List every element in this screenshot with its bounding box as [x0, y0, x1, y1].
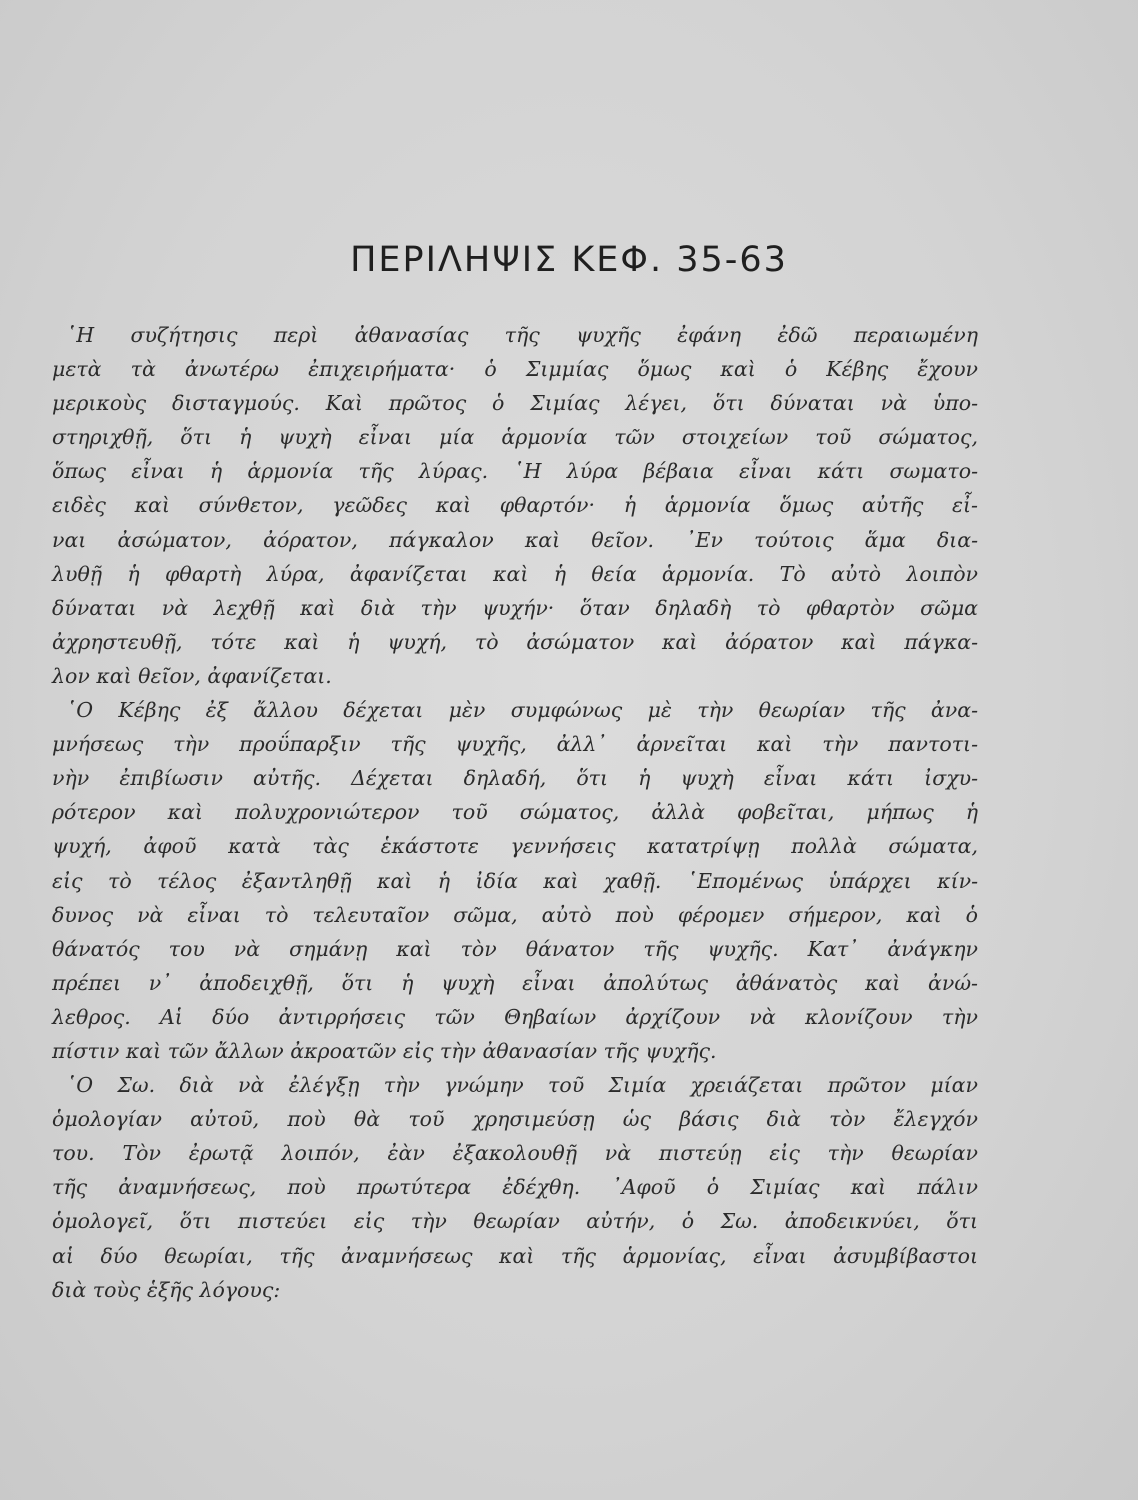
- text-line: νὴν ἐπιβίωσιν αὐτῆς. Δέχεται δηλαδή, ὅτι ἡ ψυχὴ εἶναι κάτι ἰσχυ-: [52, 766, 978, 791]
- text-line: δυνος νὰ εἶναι τὸ τελευταῖον σῶμα, αὐτὸ ποὺ φέρομεν σήμερον, καὶ ὁ: [52, 902, 978, 927]
- paragraph-1: [52, 318, 978, 693]
- text-line: ὁμολογίαν αὐτοῦ, ποὺ θὰ τοῦ χρησιμεύσῃ ὡς βάσις διὰ τὸν ἔλεγχόν: [52, 1107, 978, 1132]
- text-line: ὁμολογεῖ, ὅτι πιστεύει εἰς τὴν θεωρίαν αὐτήν, ὁ Σω. ἀποδεικνύει, ὅτι: [52, 1209, 978, 1234]
- text-line: αἱ δύο θεωρίαι, τῆς ἀναμνήσεως καὶ τῆς ἁρμονίας, εἶναι ἀσυμβίβαστοι: [52, 1243, 978, 1268]
- paragraph-2: [52, 693, 978, 1068]
- page-title: ΠΕΡΙΛΗΨΙΣ ΚΕΦ. 35-63: [350, 240, 788, 280]
- text-line: ῾Ο Σω. διὰ νὰ ἐλέγξῃ τὴν γνώμην τοῦ Σιμία χρειάζεται πρῶτον μίαν: [66, 1073, 978, 1098]
- text-line: του. Τὸν ἐρωτᾷ λοιπόν, ἐὰν ἐξακολουθῇ νὰ πιστεύῃ εἰς τὴν θεωρίαν: [52, 1141, 978, 1166]
- text-line: ειδὲς καὶ σύνθετον, γεῶδες καὶ φθαρτόν· ἡ ἁρμονία ὅμως αὐτῆς εἶ-: [52, 493, 978, 518]
- text-line: τῆς ἀναμνήσεως, ποὺ πρωτύτερα ἐδέχθη. ᾿Αφοῦ ὁ Σιμίας καὶ πάλιν: [52, 1175, 978, 1200]
- text-line: μερικοὺς δισταγμούς. Καὶ πρῶτος ὁ Σιμίας λέγει, ὅτι δύναται νὰ ὑπο-: [52, 391, 978, 416]
- text-line: ναι ἀσώματον, ἀόρατον, πάγκαλον καὶ θεῖον. ᾿Εν τούτοις ἅμα δια-: [52, 527, 978, 552]
- text-line: λον καὶ θεῖον, ἀφανίζεται.: [52, 663, 332, 688]
- text-line: διὰ τοὺς ἑξῆς λόγους:: [52, 1277, 281, 1302]
- paragraph-3: [52, 1068, 978, 1307]
- text-line: μνήσεως τὴν προΰπαρξιν τῆς ψυχῆς, ἀλλ᾿ ἀρνεῖται καὶ τὴν παντοτι-: [52, 732, 978, 757]
- text-line: λεθρος. Αἱ δύο ἀντιρρήσεις τῶν Θηβαίων ἀρχίζουν νὰ κλονίζουν τὴν: [52, 1004, 978, 1029]
- text-line: θάνατός του νὰ σημάνῃ καὶ τὸν θάνατον τῆς ψυχῆς. Κατ᾿ ἀνάγκην: [52, 936, 978, 961]
- text-line: δύναται νὰ λεχθῇ καὶ διὰ τὴν ψυχήν· ὅταν δηλαδὴ τὸ φθαρτὸν σῶμα: [52, 595, 978, 620]
- text-line: λυθῇ ἡ φθαρτὴ λύρα, ἀφανίζεται καὶ ἡ θεία ἁρμονία. Τὸ αὐτὸ λοιπὸν: [52, 561, 978, 586]
- text-line: ρότερον καὶ πολυχρονιώτερον τοῦ σώματος, ἀλλὰ φοβεῖται, μήπως ἡ: [52, 800, 978, 825]
- text-line: ἀχρηστευθῇ, τότε καὶ ἡ ψυχή, τὸ ἀσώματον καὶ ἀόρατον καὶ πάγκα-: [52, 629, 978, 654]
- text-line: εἰς τὸ τέλος ἐξαντληθῇ καὶ ἡ ἰδία καὶ χαθῇ. ῾Επομένως ὑπάρχει κίν-: [52, 868, 978, 893]
- text-line: πρέπει ν᾿ ἀποδειχθῇ, ὅτι ἡ ψυχὴ εἶναι ἀπολύτως ἀθάνατὸς καὶ ἀνώ-: [52, 970, 978, 995]
- text-line: στηριχθῇ, ὅτι ἡ ψυχὴ εἶναι μία ἁρμονία τῶν στοιχείων τοῦ σώματος,: [52, 425, 978, 450]
- summary-text: [52, 318, 978, 1307]
- text-line: πίστιν καὶ τῶν ἄλλων ἀκροατῶν εἰς τὴν ἀθανασίαν τῆς ψυχῆς.: [52, 1038, 717, 1063]
- text-line: ψυχή, ἀφοῦ κατὰ τὰς ἑκάστοτε γεννήσεις κατατρίψῃ πολλὰ σώματα,: [52, 834, 978, 859]
- text-line: ὅπως εἶναι ἡ ἁρμονία τῆς λύρας. ῾Η λύρα βέβαια εἶναι κάτι σωματο-: [52, 459, 978, 484]
- text-line: ῾Ο Κέβης ἐξ ἄλλου δέχεται μὲν συμφώνως μὲ τὴν θεωρίαν τῆς ἀνα-: [66, 698, 978, 723]
- text-line: μετὰ τὰ ἀνωτέρω ἐπιχειρήματα· ὁ Σιμμίας ὅμως καὶ ὁ Κέβης ἔχουν: [52, 357, 978, 382]
- text-line: ῾Η συζήτησις περὶ ἀθανασίας τῆς ψυχῆς ἐφάνη ἐδῶ περαιωμένη: [66, 323, 978, 347]
